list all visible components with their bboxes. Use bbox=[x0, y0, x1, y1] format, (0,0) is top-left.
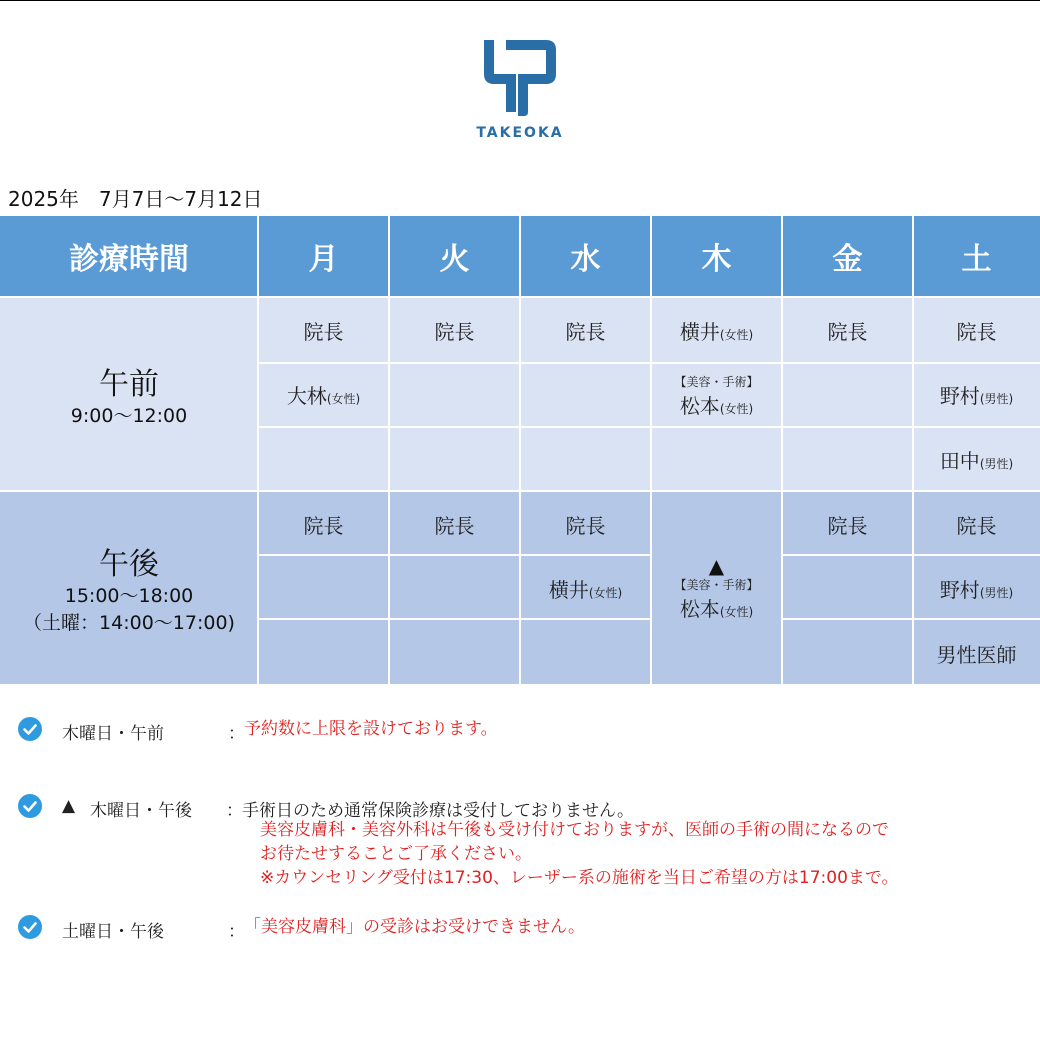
morning-doctor bbox=[957, 316, 997, 345]
afternoon-cell bbox=[520, 492, 651, 556]
afternoon-doctor bbox=[566, 510, 606, 539]
note-2-red-line-3: ※カウンセリング受付は17:30、レーザー系の施術を当日ご希望の方は17:00まで。 bbox=[260, 868, 899, 888]
doctor-gender-note: (女性) bbox=[326, 392, 361, 407]
header-day-sat: 土 bbox=[913, 216, 1040, 296]
morning-cell bbox=[913, 427, 1040, 491]
thu-am-doctor-note: (女性) bbox=[719, 401, 754, 416]
afternoon-cell bbox=[782, 492, 913, 556]
morning-cell bbox=[258, 427, 389, 491]
afternoon-cell bbox=[913, 557, 1040, 621]
afternoon-doctor bbox=[937, 639, 1017, 668]
afternoon-cell bbox=[782, 621, 913, 685]
grid-hline bbox=[258, 554, 651, 556]
grid-hline bbox=[258, 426, 1040, 428]
doctor-gender-note: (女性) bbox=[719, 327, 754, 342]
note-2-colon: ： bbox=[226, 801, 243, 821]
morning-doctor bbox=[435, 316, 475, 345]
afternoon-cell bbox=[520, 557, 651, 621]
doctor-gender-note: (男性) bbox=[979, 392, 1014, 407]
doctor-name: 院長 bbox=[565, 319, 606, 344]
grid-vline bbox=[257, 216, 259, 684]
doctor-name: 横井 bbox=[679, 319, 720, 344]
grid-vline bbox=[519, 216, 521, 684]
morning-label-cell bbox=[0, 298, 258, 490]
morning-cell bbox=[782, 298, 913, 362]
afternoon-cell bbox=[258, 557, 389, 621]
schedule-table bbox=[0, 216, 1040, 684]
morning-doctor bbox=[304, 316, 344, 345]
grid-vline bbox=[388, 216, 390, 684]
doctor-name: 男性医師 bbox=[936, 642, 1017, 667]
afternoon-cell bbox=[913, 492, 1040, 556]
doctor-name: 院長 bbox=[434, 319, 475, 344]
thu-am-cosmetic-cell bbox=[651, 364, 782, 428]
brand-name: TAKEOKA bbox=[476, 125, 564, 141]
thu-pm-doctor-note: (女性) bbox=[719, 604, 754, 619]
morning-hours: 9:00～12:00 bbox=[70, 404, 188, 427]
morning-doctor bbox=[680, 316, 753, 345]
afternoon-doctor bbox=[435, 510, 475, 539]
morning-doctor bbox=[287, 380, 360, 409]
thu-pm-merged-cell bbox=[651, 492, 782, 684]
grid-vline bbox=[781, 216, 783, 684]
note-2-text: 手術日のため通常保険診療は受付しておりません。 bbox=[242, 801, 635, 821]
morning-cell bbox=[389, 427, 520, 491]
morning-cell bbox=[520, 427, 651, 491]
afternoon-cell bbox=[389, 557, 520, 621]
morning-doctor bbox=[940, 445, 1013, 474]
afternoon-label: 午後 bbox=[99, 547, 159, 582]
morning-cell bbox=[651, 298, 782, 362]
header-day-fri: 金 bbox=[782, 216, 913, 296]
afternoon-hours: 15:00～18:00 bbox=[64, 585, 194, 607]
check-circle-icon bbox=[18, 794, 42, 818]
morning-cell bbox=[389, 298, 520, 362]
check-circle-icon bbox=[18, 915, 42, 939]
doctor-gender-note: (男性) bbox=[979, 586, 1014, 601]
note-1-text: 予約数に上限を設けております。 bbox=[244, 719, 498, 739]
morning-cell bbox=[258, 363, 389, 427]
afternoon-cell bbox=[520, 621, 651, 685]
doctor-name: 院長 bbox=[956, 513, 997, 538]
afternoon-doctor bbox=[957, 510, 997, 539]
morning-cell bbox=[258, 298, 389, 362]
morning-cell bbox=[651, 427, 782, 491]
date-range: 2025年 7月7日～7月12日 bbox=[8, 187, 263, 211]
grid-vline bbox=[650, 216, 652, 684]
afternoon-cell bbox=[389, 492, 520, 556]
note-1-label: 木曜日・午前 bbox=[62, 724, 164, 744]
morning-cell bbox=[913, 298, 1040, 362]
morning-doctor bbox=[940, 380, 1013, 409]
grid-hline bbox=[258, 618, 651, 620]
morning-doctor bbox=[828, 316, 868, 345]
header-day-thu: 木 bbox=[651, 216, 782, 296]
afternoon-cell bbox=[782, 557, 913, 621]
doctor-name: 大林 bbox=[286, 384, 327, 409]
afternoon-cell bbox=[913, 621, 1040, 685]
thu-am-doctor: 松本 bbox=[679, 393, 720, 418]
doctor-name: 野村 bbox=[939, 578, 980, 603]
morning-label: 午前 bbox=[99, 366, 159, 402]
morning-cell bbox=[913, 363, 1040, 427]
grid-hline bbox=[0, 296, 1040, 298]
afternoon-doctor bbox=[940, 574, 1013, 603]
afternoon-cell bbox=[258, 621, 389, 685]
note-1-colon: ： bbox=[228, 724, 245, 744]
check-circle-icon bbox=[18, 717, 42, 741]
header-hours-label: 診療時間 bbox=[0, 216, 258, 296]
note-3-text: 「美容皮膚科」の受診はお受けできません。 bbox=[244, 917, 586, 937]
doctor-name: 院長 bbox=[565, 513, 606, 538]
thu-am-cosmetic-tag: 【美容・手術】 bbox=[674, 374, 759, 389]
note-3-colon: ： bbox=[228, 922, 245, 942]
afternoon-cell bbox=[258, 492, 389, 556]
note-2-red-line-2: お待たせすることご了承ください。 bbox=[260, 844, 532, 864]
doctor-name: 院長 bbox=[956, 319, 997, 344]
doctor-name: 院長 bbox=[434, 513, 475, 538]
note-2-mark: ▲ bbox=[62, 796, 76, 816]
saturday-hours: （土曜：14:00～17:00) bbox=[23, 612, 235, 634]
note-3-label: 土曜日・午後 bbox=[62, 922, 164, 942]
morning-cell bbox=[520, 298, 651, 362]
afternoon-cell bbox=[389, 621, 520, 685]
doctor-gender-note: (女性) bbox=[588, 586, 623, 601]
doctor-name: 院長 bbox=[827, 319, 868, 344]
morning-cell bbox=[520, 363, 651, 427]
grid-hline bbox=[0, 490, 1040, 492]
morning-cell bbox=[782, 363, 913, 427]
doctor-name: 院長 bbox=[827, 513, 868, 538]
doctor-name: 田中 bbox=[939, 448, 980, 473]
doctor-gender-note: (男性) bbox=[979, 456, 1014, 471]
afternoon-doctor bbox=[828, 510, 868, 539]
doctor-name: 野村 bbox=[939, 384, 980, 409]
grid-hline bbox=[782, 554, 1040, 556]
thu-pm-doctor: 松本 bbox=[679, 596, 720, 621]
doctor-name: 院長 bbox=[303, 319, 344, 344]
morning-cell bbox=[782, 427, 913, 491]
top-border bbox=[0, 0, 1040, 1]
grid-hline bbox=[258, 362, 1040, 364]
triangle-icon: ▲ bbox=[708, 553, 725, 578]
note-2-red-line-1: 美容皮膚科・美容外科は午後も受け付けておりますが、医師の手術の間になるので bbox=[260, 820, 889, 840]
header-day-wed: 水 bbox=[520, 216, 651, 296]
doctor-name: 横井 bbox=[548, 578, 589, 603]
note-2-label: 木曜日・午後 bbox=[90, 801, 192, 821]
morning-doctor bbox=[566, 316, 606, 345]
morning-cell bbox=[389, 363, 520, 427]
header-day-mon: 月 bbox=[258, 216, 389, 296]
grid-hline bbox=[782, 618, 1040, 620]
afternoon-doctor bbox=[304, 510, 344, 539]
thu-pm-cosmetic-tag: 【美容・手術】 bbox=[674, 577, 759, 592]
afternoon-label-cell bbox=[0, 492, 258, 684]
afternoon-doctor bbox=[549, 574, 622, 603]
grid-vline bbox=[912, 216, 914, 684]
doctor-name: 院長 bbox=[303, 513, 344, 538]
header-day-tue: 火 bbox=[389, 216, 520, 296]
